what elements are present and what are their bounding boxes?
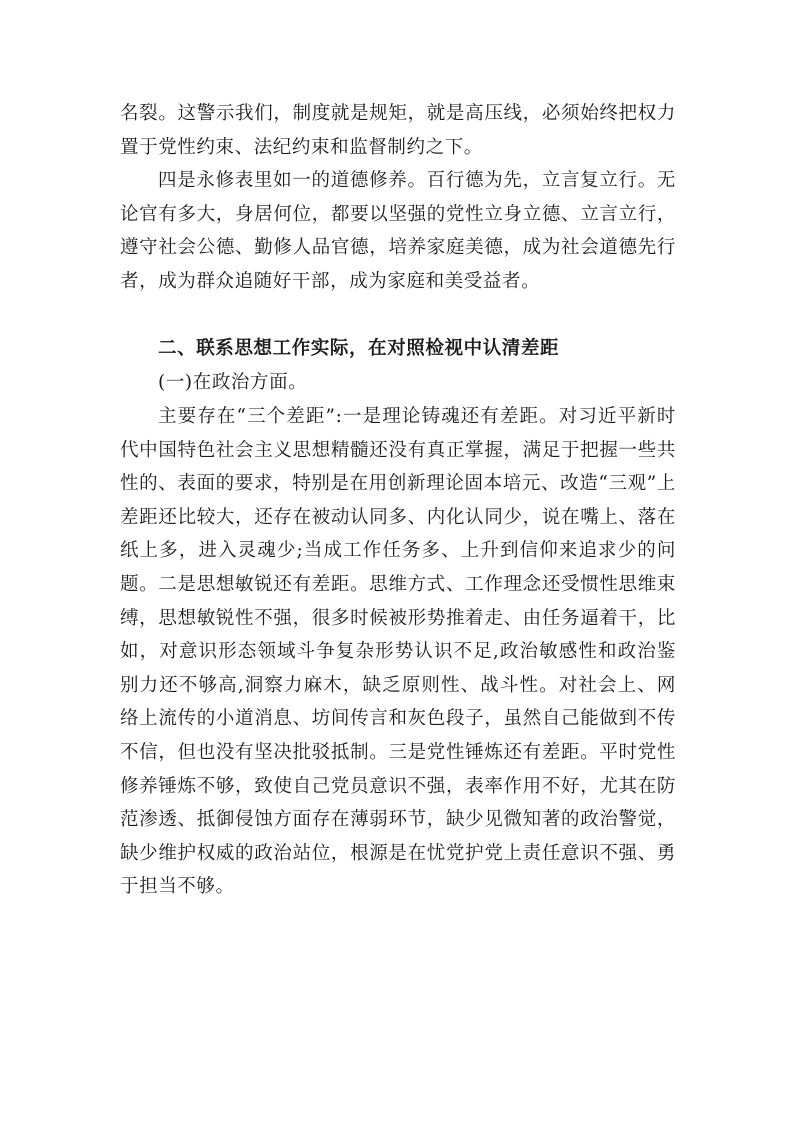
subsection-heading-text: (一)在政治方面。 [158,372,308,393]
paragraph-moral-cultivation [120,164,676,298]
section-heading-text: 二、联系思想工作实际，在对照检视中认清差距 [158,338,560,359]
paragraph-continuation [120,97,676,164]
subsection-heading [120,366,676,400]
paragraph-text: 名裂。这警示我们，制度就是规矩，就是高压线，必须始终把权力置于党性约束、法纪约束和监督制约之下。 [120,103,676,158]
paragraph-text: 主要存在“三个差距”:一是理论铸魂还有差距。对习近平新时代中国特色社会主义思想精髓还没有真正掌握，满足于把握一些共性的、表面的要求，特别是在用创新理论固本培元、改造“三观”上差距还比较大，还存在被动认同多、内化认同少，说在嘴上、落在纸上多，进入灵魂少;当成工作任务多、上升到信仰来追求少的问题。二是思想敏锐还有差距。思维方式、工作理念还受惯性思维束缚，思想敏锐性不强，很多时候被形势推着走、由任务逼着干，比如，对意识形态领域斗争复杂形势认识不足,政治敏感性和政治鉴别力还不够高,洞察力麻木，缺乏原则性、战斗性。对社会上、网络上流传的小道消息、坊间传言和灰色段子，虽然自己能做到不传不信，但也没有坚决批驳抵制。三是党性锤炼还有差距。平时党性修养锤炼不够，致使自己党员意识不强，表率作用不好，尤其在防范渗透、抵御侵蚀方面存在薄弱环节，缺少见微知著的政治警觉，缺少维护权威的政治站位，根源是在忧党护党上责任意识不强、勇于担当不够。 [120,406,676,898]
paragraph-text: 四是永修表里如一的道德修养。百行德为先，立言复立行。无论官有多大，身居何位，都要以坚强的党性立身立德、立言立行，遵守社会公德、勤修人品官德，培养家庭美德，成为社会道德先行者，成为群众追随好干部，成为家庭和美受益者。 [120,170,676,292]
section-heading [120,332,676,366]
paragraph-political-gaps [120,400,676,904]
